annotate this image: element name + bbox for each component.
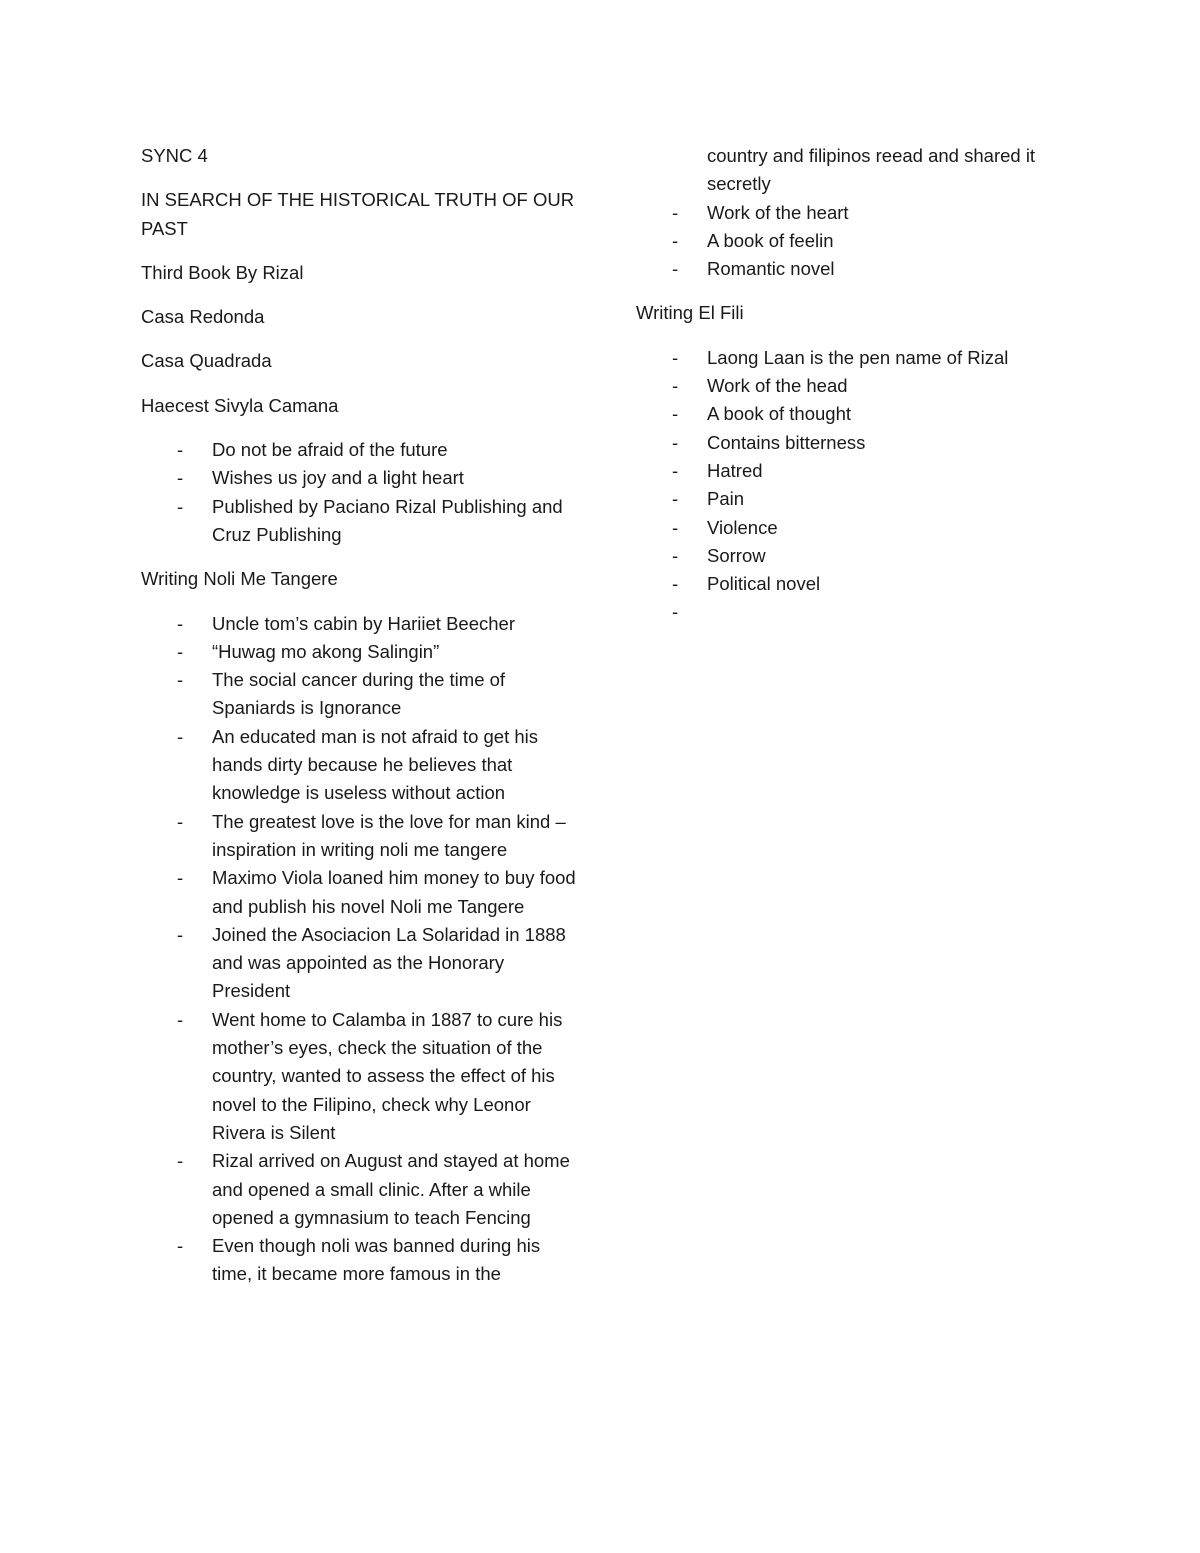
document-subtitle: IN SEARCH OF THE HISTORICAL TRUTH OF OUR PAST — [141, 189, 575, 239]
list-item: - Violence — [636, 514, 1076, 542]
list-item: - Do not be afraid of the future — [141, 436, 581, 464]
list-item: - A book of thought — [636, 400, 1076, 428]
document-title: SYNC 4 — [141, 145, 208, 166]
list-item: - Political novel — [636, 570, 1076, 598]
list-item-empty — [636, 598, 1076, 626]
list-item: - Hatred — [636, 457, 1076, 485]
noli-bullet-list — [141, 610, 581, 1289]
list-item: - Went home to Calamba in 1887 to cure his mother’s eyes, check the situation of the country, wanted to assess the effect of his novel to the Filipino, check why Leonor Rivera is Silent — [141, 1006, 581, 1147]
list-item: - Laong Laan is the pen name of Rizal — [636, 344, 1076, 372]
list-item: - Rizal arrived on August and stayed at home and opened a small clinic. After a while opened a gymnasium to teach Fencing — [141, 1147, 581, 1232]
left-column — [141, 142, 581, 1305]
haecest-bullet-list — [141, 436, 581, 549]
list-item: - Uncle tom’s cabin by Hariiet Beecher — [141, 610, 581, 638]
list-item: - Maximo Viola loaned him money to buy food and publish his novel Noli me Tangere — [141, 864, 581, 921]
list-item: - Published by Paciano Rizal Publishing and Cruz Publishing — [141, 493, 581, 550]
section-heading-el-fili: Writing El Fili — [636, 302, 744, 324]
paragraph-casa-redonda: Casa Redonda — [141, 306, 265, 328]
list-item: - Pain — [636, 485, 1076, 513]
list-item: - A book of feelin — [636, 227, 1076, 255]
list-item: - The social cancer during the time of Spaniards is Ignorance — [141, 666, 581, 723]
list-item: - Wishes us joy and a light heart — [141, 464, 581, 492]
list-item: - Contains bitterness — [636, 429, 1076, 457]
list-item: - The greatest love is the love for man kind – inspiration in writing noli me tangere — [141, 808, 581, 865]
paragraph-haecest: Haecest Sivyla Camana — [141, 394, 339, 416]
list-item: - Romantic novel — [636, 255, 1076, 283]
noli-continued-bullet-list — [636, 199, 1076, 284]
paragraph-casa-quadrada: Casa Quadrada — [141, 350, 272, 372]
list-item: - Joined the Asociacion La Solaridad in 1888 and was appointed as the Honorary President — [141, 921, 581, 1006]
el-fili-bullet-list — [636, 344, 1076, 627]
list-item: - Even though noli was banned during his time, it became more famous in the — [141, 1232, 581, 1289]
right-column — [636, 142, 1076, 643]
list-item: - “Huwag mo akong Salingin” — [141, 638, 581, 666]
continuation-text: country and filipinos reead and shared it secretly — [707, 145, 1036, 195]
section-heading-noli: Writing Noli Me Tangere — [141, 568, 338, 590]
paragraph-third-book: Third Book By Rizal — [141, 261, 304, 283]
list-item: - Sorrow — [636, 542, 1076, 570]
list-item: - An educated man is not afraid to get his hands dirty because he believes that knowledge is useless without action — [141, 723, 581, 808]
list-item: - Work of the head — [636, 372, 1076, 400]
list-item: - Work of the heart — [636, 199, 1076, 227]
